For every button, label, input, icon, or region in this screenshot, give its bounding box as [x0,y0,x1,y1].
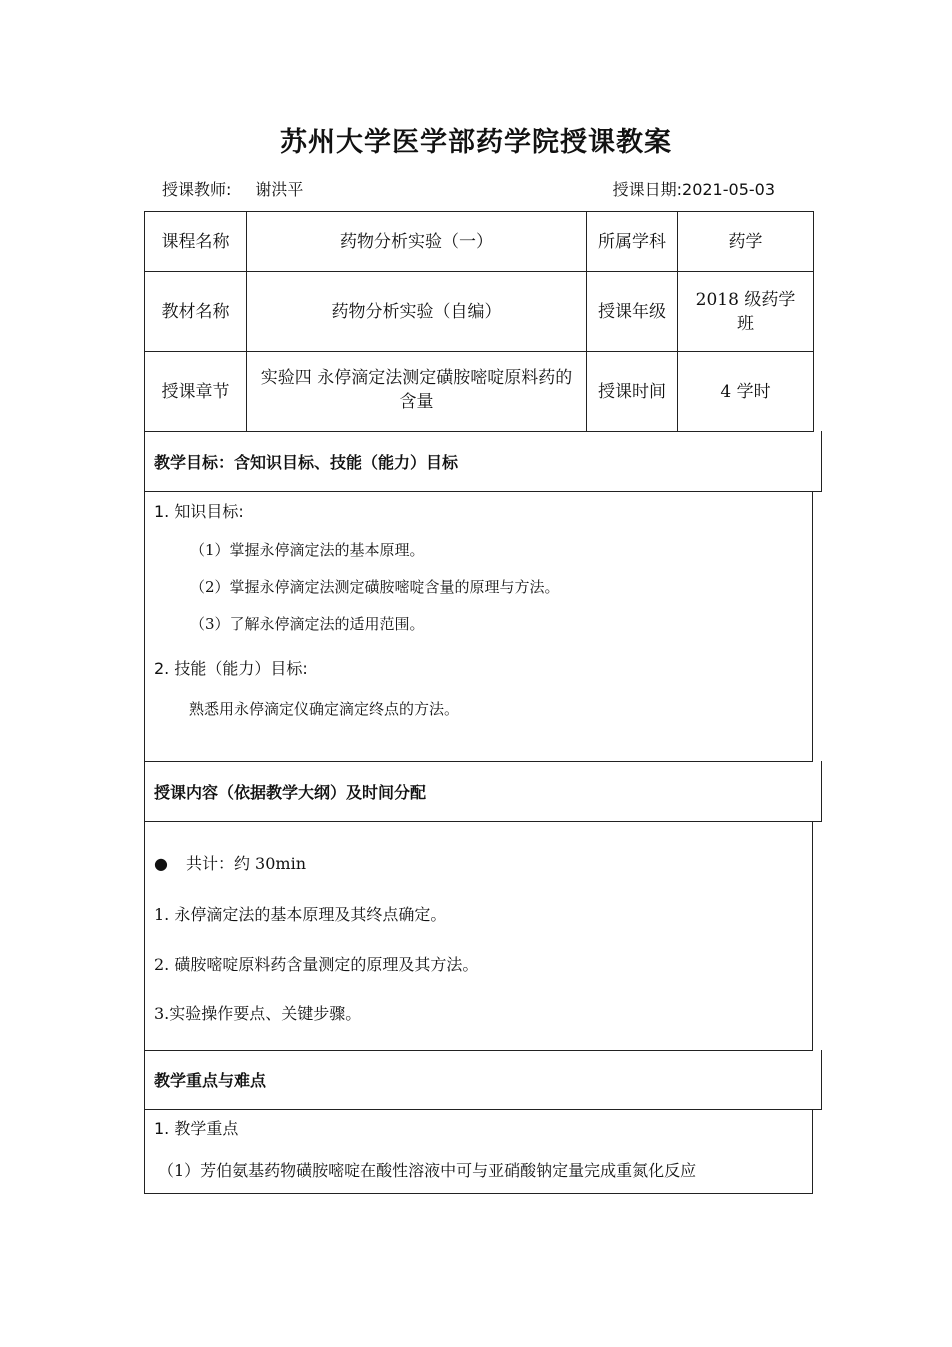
content-item: 3.实验操作要点、关键步骤。 [154,1004,362,1023]
objectives-header-text: 教学目标：含知识目标、技能（能力）目标 [154,452,459,472]
grade-label: 授课年级 [587,272,678,352]
knowledge-item: （2）掌握永停滴定法测定磺胺嘧啶含量的原理与方法。 [190,578,560,596]
keypoints-header [144,1050,822,1110]
objectives-header [144,431,822,492]
hours-value: 4 学时 [678,352,814,432]
textbook-value: 药物分析实验（自编） [247,272,587,352]
teacher-label: 授课教师: [162,180,232,199]
page-title: 苏州大学医学部药学院授课教案 [280,127,672,158]
objectives-body [144,491,813,762]
keypoints-subtitle: 1. 教学重点 [154,1119,239,1138]
knowledge-item: （1）掌握永停滴定法的基本原理。 [190,541,425,559]
date-value: 2021-05-03 [682,180,775,199]
teacher-line [162,177,303,200]
date-label: 授课日期: [612,180,683,199]
grade-value: 2018 级药学班 [678,272,814,352]
skill-item: 熟悉用永停滴定仪确定滴定终点的方法。 [189,700,460,718]
total-time-text: 共计：约 30min [185,854,307,873]
keypoint-item: （1）芳伯氨基药物磺胺嘧啶在酸性溶液中可与亚硝酸钠定量完成重氮化反应 [158,1161,697,1180]
teacher-name: 谢洪平 [255,180,304,199]
knowledge-item: （3）了解永停滴定法的适用范围。 [190,615,425,633]
chapter-label: 授课章节 [145,352,247,432]
textbook-label: 教材名称 [145,272,247,352]
subject-label: 所属学科 [587,212,678,272]
skill-title: 2. 技能（能力）目标: [154,659,308,678]
knowledge-title: 1. 知识目标: [154,502,244,521]
keypoints-body [144,1109,813,1194]
course-name-label: 课程名称 [145,212,247,272]
hours-label: 授课时间 [587,352,678,432]
subject-value: 药学 [678,212,814,272]
course-info-table [144,211,814,432]
content-header-text: 授课内容（依据教学大纲）及时间分配 [154,782,427,802]
chapter-value: 实验四 永停滴定法测定磺胺嘧啶原料药的含量 [247,352,587,432]
content-item: 1. 永停滴定法的基本原理及其终点确定。 [154,905,447,924]
keypoints-header-text: 教学重点与难点 [154,1071,267,1090]
date-line [613,177,775,200]
content-body [144,821,813,1051]
total-time [154,851,306,874]
content-header [144,761,822,822]
content-item: 2. 磺胺嘧啶原料药含量测定的原理及其方法。 [154,955,479,974]
course-name-value: 药物分析实验（一） [247,212,587,272]
bullet-icon: ● [154,854,168,873]
